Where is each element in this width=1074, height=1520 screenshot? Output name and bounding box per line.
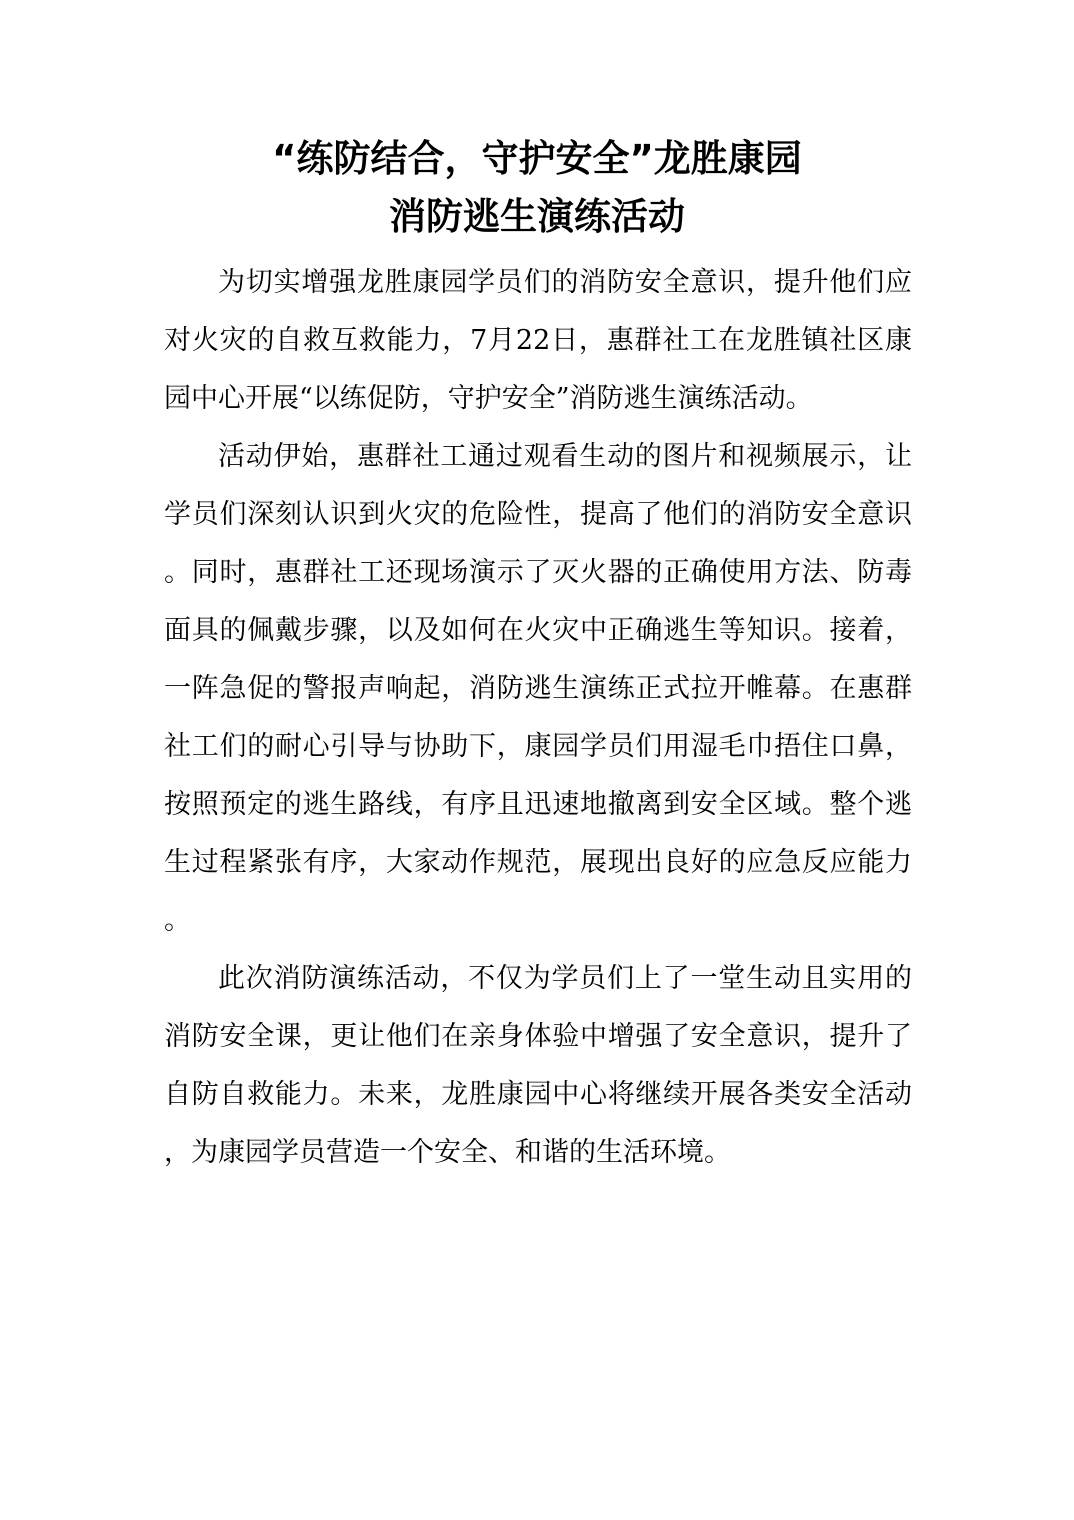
paragraph-conclusion: 此次消防演练活动，不仅为学员们上了一堂生动且实用的消防安全课，更让他们在亲身体验中增强了安全意识，提升了自防自救能力。未来，龙胜康园中心将继续开展各类安全活动，为康园学员营造一个安全、和谐的生活环境。 bbox=[164, 963, 912, 1168]
document-body bbox=[164, 254, 912, 1182]
paragraph-intro: 为切实增强龙胜康园学员们的消防安全意识，提升他们应对火灾的自救互救能力，7月22日，惠群社工在龙胜镇社区康园中心开展“以练促防，守护安全”消防逃生演练活动。 bbox=[164, 267, 912, 414]
document-title bbox=[0, 130, 1074, 246]
paragraph-activity: 活动伊始，惠群社工通过观看生动的图片和视频展示，让学员们深刻认识到火灾的危险性，提高了他们的消防安全意识。同时，惠群社工还现场演示了灭火器的正确使用方法、防毒面具的佩戴步骤，以及如何在火灾中正确逃生等知识。接着，一阵急促的警报声响起，消防逃生演练正式拉开帷幕。在惠群社工们的耐心引导与协助下，康园学员们用湿毛巾捂住口鼻，按照预定的逃生路线，有序且迅速地撤离到安全区域。整个逃生过程紧张有序，大家动作规范，展现出良好的应急反应能力。 bbox=[164, 441, 912, 936]
title-line-2: 消防逃生演练活动 bbox=[389, 195, 685, 238]
title-line-1: “练防结合，守护安全”龙胜康园 bbox=[272, 137, 802, 180]
